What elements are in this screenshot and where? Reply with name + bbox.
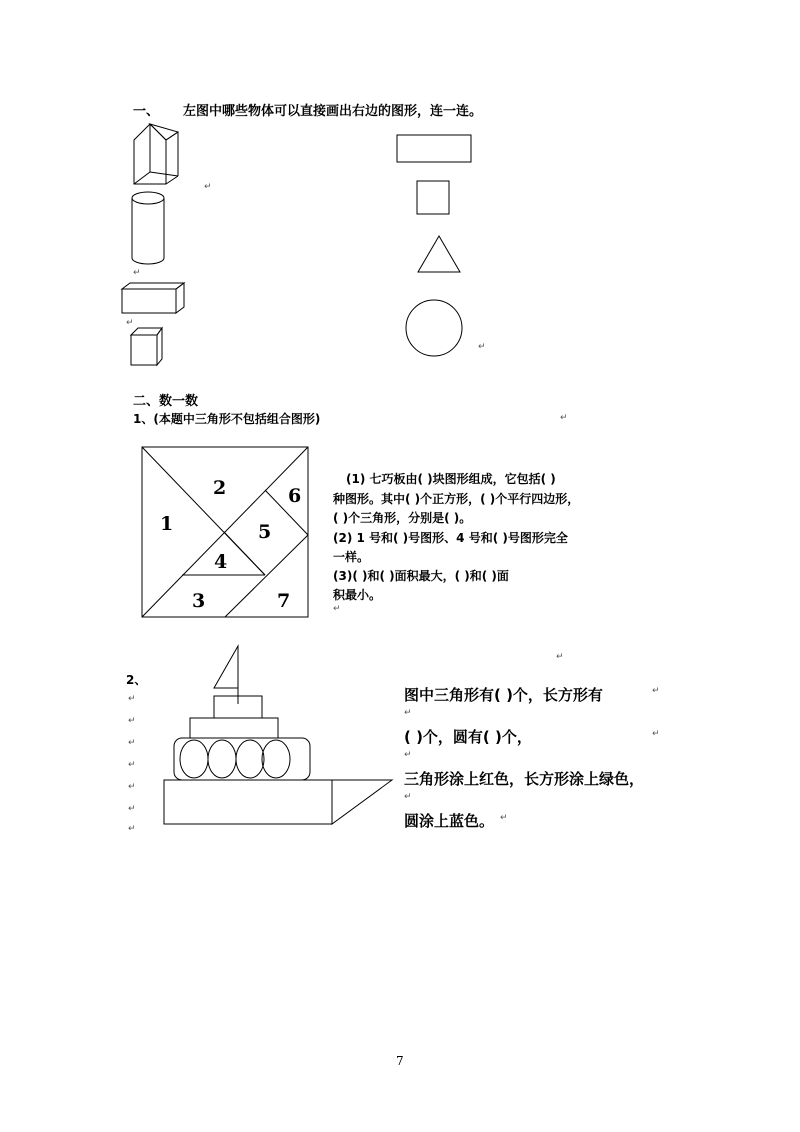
q2-line-3: 三角形涂上红色，长方形涂上绿色，	[404, 770, 645, 788]
paragraph-mark: ↵	[556, 652, 564, 662]
q1-line-6: (3)( )和( )面积最大，( )和( )面	[333, 569, 509, 583]
paragraph-mark: ↵	[128, 804, 136, 814]
q1-line-5: 一样。	[333, 550, 370, 564]
rectangle-shape	[396, 134, 474, 164]
paragraph-mark: ↵	[128, 716, 136, 726]
paragraph-mark: ↵	[500, 813, 508, 823]
paragraph-mark: ↵	[133, 268, 141, 278]
paragraph-mark: ↵	[204, 182, 212, 192]
q1-line-4: (2) 1 号和( )号图形、4 号和( )号图形完全	[333, 531, 568, 545]
tangram-number-7: 7	[277, 590, 291, 612]
triangle-shape	[416, 234, 464, 276]
tangram-number-5: 5	[258, 521, 272, 543]
question-1-label: 1、(本题中三角形不包括组合图形)	[133, 412, 321, 426]
paragraph-mark: ↵	[404, 708, 412, 718]
paragraph-mark: ↵	[404, 792, 412, 802]
circle-shape	[404, 298, 466, 360]
q1-line-2: 种图形。其中( )个正方形，( )个平行四边形，	[333, 492, 580, 506]
page-number: 7	[396, 1054, 404, 1068]
q2-line-1: 图中三角形有( )个，长方形有	[404, 686, 603, 704]
cylinder-figure	[130, 190, 168, 268]
paragraph-mark: ↵	[128, 760, 136, 770]
paragraph-mark: ↵	[478, 342, 486, 352]
paragraph-mark: ↵	[128, 824, 136, 834]
paragraph-mark: ↵	[652, 686, 660, 696]
paragraph-mark: ↵	[128, 738, 136, 748]
q1-line-3: ( )个三角形，分别是( )。	[333, 511, 472, 525]
tangram-number-4: 4	[214, 551, 228, 573]
paragraph-mark: ↵	[128, 694, 136, 704]
q2-line-2: ( )个，圆有( )个，	[404, 728, 532, 746]
tangram-number-6: 6	[288, 485, 302, 507]
cuboid-figure	[119, 281, 189, 317]
paragraph-mark: ↵	[128, 782, 136, 792]
tangram-number-1: 1	[160, 513, 174, 535]
tangram-number-2: 2	[213, 477, 227, 499]
tangram-number-3: 3	[192, 590, 206, 612]
boat-figure	[160, 642, 400, 827]
paragraph-mark: ↵	[652, 729, 660, 739]
section-1-heading: 左图中哪些物体可以直接画出右边的图形，连一连。	[183, 104, 483, 119]
paragraph-mark: ↵	[560, 413, 568, 423]
question-2-label: 2、	[126, 673, 147, 687]
section-2-heading: 二、数一数	[133, 394, 199, 409]
q2-line-4: 圆涂上蓝色。	[404, 812, 495, 830]
paragraph-mark: ↵	[126, 318, 134, 328]
paragraph-mark: ↵	[404, 750, 412, 760]
cube-figure	[128, 325, 166, 369]
q1-line-1: (1) 七巧板由( )块图形组成，它包括( )	[346, 472, 556, 486]
paragraph-mark: ↵	[333, 604, 341, 614]
q1-line-7: 积最小。	[333, 588, 382, 602]
triangular-prism-figure	[130, 122, 182, 188]
section-1-number: 一、	[133, 104, 160, 119]
square-shape	[416, 180, 452, 216]
